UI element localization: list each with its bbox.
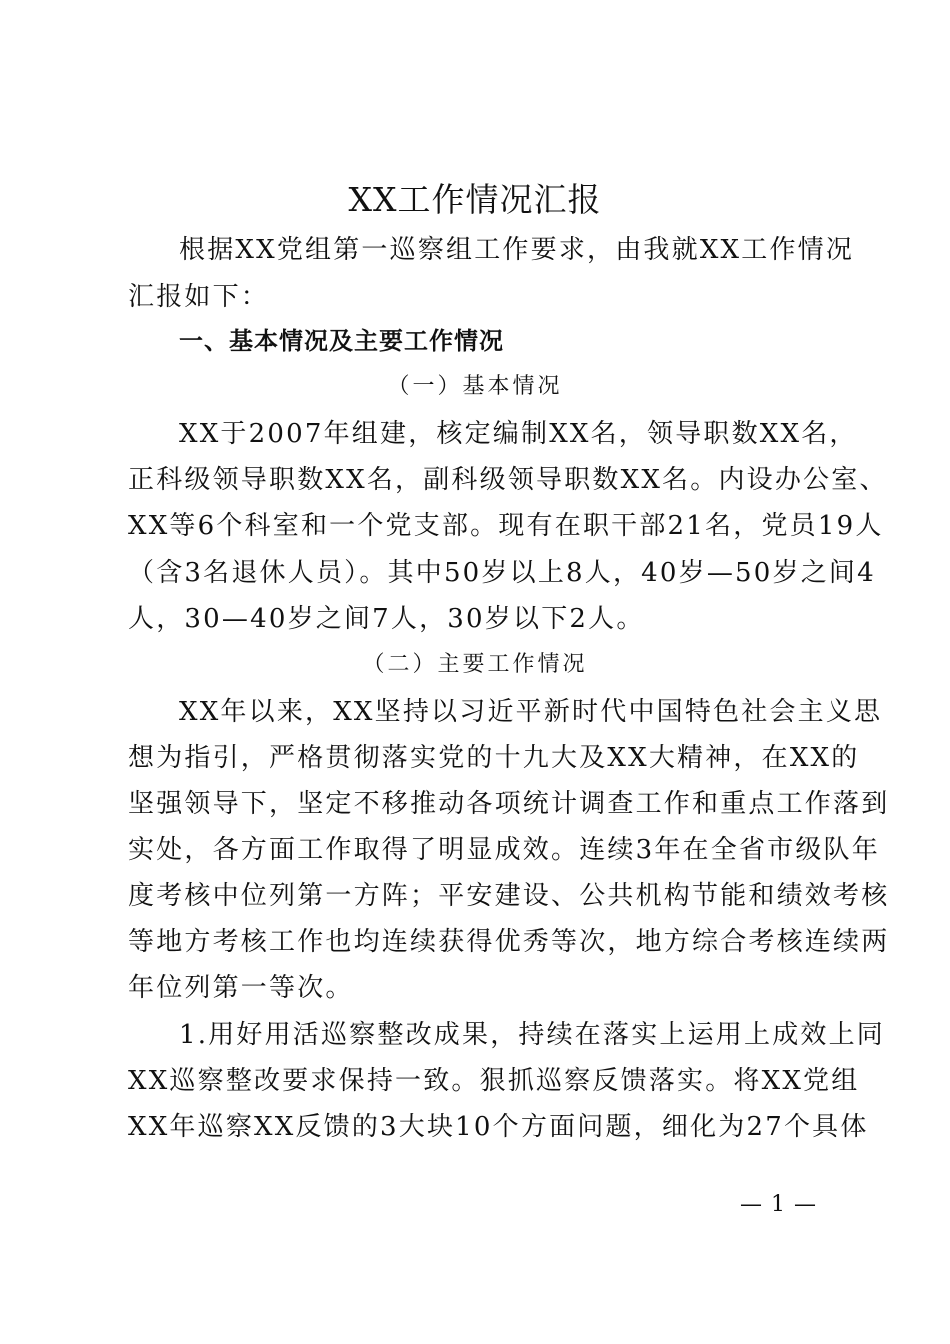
basic-line-5: 人，30—40岁之间7人，30岁以下2人。 — [128, 604, 645, 634]
work-line-4: 实处，各方面工作取得了明显成效。连续3年在全省市级队年 — [128, 835, 880, 865]
section-heading-basic: 一、基本情况及主要工作情况 — [179, 327, 504, 355]
page-number: — 1 — — [740, 1192, 817, 1217]
basic-line-4: （含3名退休人员）。其中50岁以上8人，40岁—50岁之间4 — [128, 558, 876, 588]
subsection-heading-work: （二）主要工作情况 — [362, 652, 588, 677]
work-line-5: 度考核中位列第一方阵；平安建设、公共机构节能和绩效考核 — [128, 881, 890, 911]
basic-line-1: XX于2007年组建，核定编制XX名，领导职数XX名， — [179, 419, 858, 449]
work-line-6: 等地方考核工作也均连续获得优秀等次，地方综合考核连续两 — [128, 927, 890, 957]
item1-line-3: XX年巡察XX反馈的3大块10个方面问题，细化为27个具体 — [128, 1112, 869, 1142]
work-line-1: XX年以来，XX坚持以习近平新时代中国特色社会主义思 — [179, 697, 883, 727]
intro-line-2: 汇报如下： — [128, 282, 270, 312]
work-line-7: 年位列第一等次。 — [128, 973, 354, 1003]
basic-line-2: 正科级领导职数XX名，副科级领导职数XX名。内设办公室、 — [128, 465, 888, 495]
document-title: XX工作情况汇报 — [348, 180, 602, 219]
basic-line-3: XX等6个科室和一个党支部。现有在职干部21名，党员19人 — [128, 511, 884, 541]
intro-line-1: 根据XX党组第一巡察组工作要求，由我就XX工作情况 — [179, 235, 855, 265]
work-line-2: 想为指引，严格贯彻落实党的十九大及XX大精神，在XX的 — [128, 743, 860, 773]
subsection-heading-basic: （一）基本情况 — [387, 374, 563, 399]
item1-line-1: 1.用好用活巡察整改成果，持续在落实上运用上成效上同 — [179, 1020, 886, 1050]
item1-line-2: XX巡察整改要求保持一致。狠抓巡察反馈落实。将XX党组 — [128, 1066, 860, 1096]
work-line-3: 坚强领导下，坚定不移推动各项统计调查工作和重点工作落到 — [128, 789, 890, 819]
